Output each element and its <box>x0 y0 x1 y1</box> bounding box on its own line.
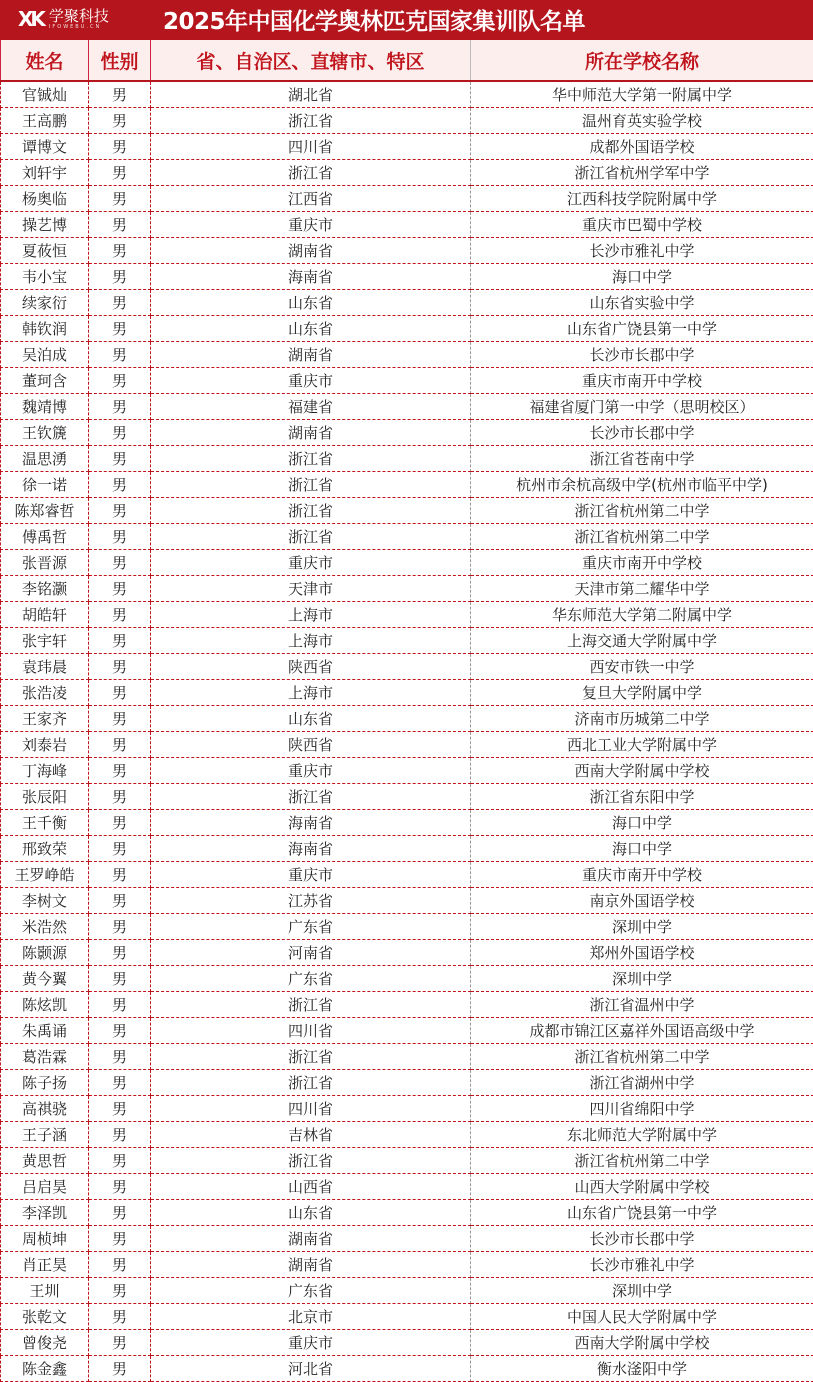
logo-sub: IFOWEBU.CN <box>49 25 109 30</box>
cell-province: 天津市 <box>151 576 471 602</box>
cell-gender: 男 <box>89 108 151 134</box>
cell-name: 陈子扬 <box>1 1070 89 1096</box>
cell-school: 南京外国语学校 <box>471 888 813 914</box>
cell-school: 温州育英实验学校 <box>471 108 813 134</box>
cell-gender: 男 <box>89 576 151 602</box>
roster-table <box>0 38 813 1382</box>
cell-school: 浙江省杭州第二中学 <box>471 498 813 524</box>
table-row <box>1 264 813 290</box>
cell-province: 河南省 <box>151 940 471 966</box>
cell-gender: 男 <box>89 1070 151 1096</box>
cell-province: 山东省 <box>151 290 471 316</box>
header-gender: 性别 <box>89 39 151 81</box>
logo-mark-icon: XK <box>18 7 43 31</box>
table-row <box>1 1304 813 1330</box>
cell-gender: 男 <box>89 628 151 654</box>
cell-school: 华东师范大学第二附属中学 <box>471 602 813 628</box>
cell-gender: 男 <box>89 602 151 628</box>
table-row <box>1 238 813 264</box>
cell-school: 东北师范大学附属中学 <box>471 1122 813 1148</box>
table-row <box>1 836 813 862</box>
cell-name: 操艺博 <box>1 212 89 238</box>
table-row <box>1 1252 813 1278</box>
cell-school: 西南大学附属中学校 <box>471 1330 813 1356</box>
cell-gender: 男 <box>89 1174 151 1200</box>
table-row <box>1 394 813 420</box>
cell-school: 深圳中学 <box>471 966 813 992</box>
table-row <box>1 1330 813 1356</box>
cell-province: 海南省 <box>151 264 471 290</box>
cell-school: 浙江省杭州第二中学 <box>471 1044 813 1070</box>
cell-province: 山东省 <box>151 1200 471 1226</box>
cell-province: 陕西省 <box>151 654 471 680</box>
table-row <box>1 1356 813 1382</box>
header-province: 省、自治区、直辖市、特区 <box>151 39 471 81</box>
cell-province: 浙江省 <box>151 524 471 550</box>
cell-name: 魏靖博 <box>1 394 89 420</box>
table-row <box>1 1122 813 1148</box>
cell-school: 山东省广饶县第一中学 <box>471 1200 813 1226</box>
cell-province: 浙江省 <box>151 498 471 524</box>
cell-gender: 男 <box>89 446 151 472</box>
cell-name: 刘泰岩 <box>1 732 89 758</box>
cell-province: 上海市 <box>151 628 471 654</box>
cell-province: 河北省 <box>151 1356 471 1382</box>
cell-province: 浙江省 <box>151 784 471 810</box>
cell-province: 上海市 <box>151 680 471 706</box>
cell-province: 浙江省 <box>151 160 471 186</box>
cell-gender: 男 <box>89 1330 151 1356</box>
cell-school: 郑州外国语学校 <box>471 940 813 966</box>
table-row <box>1 186 813 212</box>
cell-name: 李铭灏 <box>1 576 89 602</box>
cell-province: 上海市 <box>151 602 471 628</box>
cell-gender: 男 <box>89 914 151 940</box>
cell-school: 海口中学 <box>471 836 813 862</box>
cell-school: 重庆市南开中学校 <box>471 368 813 394</box>
cell-province: 重庆市 <box>151 550 471 576</box>
cell-gender: 男 <box>89 186 151 212</box>
cell-gender: 男 <box>89 940 151 966</box>
cell-name: 黄今翼 <box>1 966 89 992</box>
cell-name: 陈郑睿哲 <box>1 498 89 524</box>
cell-province: 山西省 <box>151 1174 471 1200</box>
cell-province: 北京市 <box>151 1304 471 1330</box>
cell-province: 重庆市 <box>151 212 471 238</box>
table-row <box>1 628 813 654</box>
cell-gender: 男 <box>89 836 151 862</box>
table-row <box>1 758 813 784</box>
cell-school: 长沙市雅礼中学 <box>471 1252 813 1278</box>
table-row <box>1 446 813 472</box>
cell-name: 夏莜恒 <box>1 238 89 264</box>
table-row <box>1 914 813 940</box>
cell-province: 湖南省 <box>151 238 471 264</box>
cell-name: 朱禹诵 <box>1 1018 89 1044</box>
cell-province: 湖南省 <box>151 420 471 446</box>
cell-gender: 男 <box>89 862 151 888</box>
cell-gender: 男 <box>89 472 151 498</box>
cell-gender: 男 <box>89 992 151 1018</box>
cell-school: 浙江省杭州学军中学 <box>471 160 813 186</box>
cell-gender: 男 <box>89 1018 151 1044</box>
table-row <box>1 524 813 550</box>
cell-gender: 男 <box>89 160 151 186</box>
cell-gender: 男 <box>89 316 151 342</box>
cell-gender: 男 <box>89 212 151 238</box>
cell-gender: 男 <box>89 758 151 784</box>
cell-name: 米浩然 <box>1 914 89 940</box>
cell-name: 谭博文 <box>1 134 89 160</box>
cell-name: 邢致荣 <box>1 836 89 862</box>
logo <box>18 7 158 31</box>
cell-gender: 男 <box>89 784 151 810</box>
cell-name: 王罗峥皓 <box>1 862 89 888</box>
table-row <box>1 966 813 992</box>
cell-name: 陈金鑫 <box>1 1356 89 1382</box>
cell-gender: 男 <box>89 1148 151 1174</box>
cell-school: 成都市锦江区嘉祥外国语高级中学 <box>471 1018 813 1044</box>
cell-gender: 男 <box>89 1096 151 1122</box>
table-row <box>1 1226 813 1252</box>
cell-name: 韦小宝 <box>1 264 89 290</box>
cell-gender: 男 <box>89 550 151 576</box>
cell-province: 浙江省 <box>151 1148 471 1174</box>
cell-gender: 男 <box>89 654 151 680</box>
cell-gender: 男 <box>89 1122 151 1148</box>
table-row <box>1 1044 813 1070</box>
table-row <box>1 472 813 498</box>
page-title: 2025年中国化学奥林匹克国家集训队名单 <box>163 3 585 36</box>
cell-school: 山西大学附属中学校 <box>471 1174 813 1200</box>
table-row <box>1 290 813 316</box>
logo-name: 学聚科技 <box>49 9 109 24</box>
cell-province: 山东省 <box>151 706 471 732</box>
table-row <box>1 1148 813 1174</box>
cell-school: 深圳中学 <box>471 914 813 940</box>
table-row <box>1 888 813 914</box>
cell-gender: 男 <box>89 706 151 732</box>
table-row <box>1 1018 813 1044</box>
cell-province: 湖北省 <box>151 81 471 108</box>
cell-name: 张宇轩 <box>1 628 89 654</box>
cell-gender: 男 <box>89 290 151 316</box>
table-row <box>1 212 813 238</box>
cell-name: 张晋源 <box>1 550 89 576</box>
cell-school: 浙江省湖州中学 <box>471 1070 813 1096</box>
cell-name: 王钦篪 <box>1 420 89 446</box>
cell-gender: 男 <box>89 420 151 446</box>
cell-name: 丁海峰 <box>1 758 89 784</box>
cell-gender: 男 <box>89 1200 151 1226</box>
header-school: 所在学校名称 <box>471 39 813 81</box>
cell-gender: 男 <box>89 134 151 160</box>
table-row <box>1 706 813 732</box>
cell-school: 重庆市南开中学校 <box>471 862 813 888</box>
cell-school: 福建省厦门第一中学（思明校区） <box>471 394 813 420</box>
cell-name: 胡皓轩 <box>1 602 89 628</box>
cell-name: 张乾文 <box>1 1304 89 1330</box>
cell-province: 重庆市 <box>151 1330 471 1356</box>
cell-school: 重庆市南开中学校 <box>471 550 813 576</box>
table-row <box>1 134 813 160</box>
cell-school: 华中师范大学第一附属中学 <box>471 81 813 108</box>
cell-name: 张浩凌 <box>1 680 89 706</box>
cell-name: 吴泊成 <box>1 342 89 368</box>
cell-gender: 男 <box>89 342 151 368</box>
cell-gender: 男 <box>89 264 151 290</box>
table-row <box>1 992 813 1018</box>
cell-school: 浙江省东阳中学 <box>471 784 813 810</box>
cell-province: 江苏省 <box>151 888 471 914</box>
cell-school: 浙江省杭州第二中学 <box>471 1148 813 1174</box>
cell-name: 官铖灿 <box>1 81 89 108</box>
cell-name: 高祺骁 <box>1 1096 89 1122</box>
cell-province: 吉林省 <box>151 1122 471 1148</box>
cell-province: 海南省 <box>151 836 471 862</box>
cell-gender: 男 <box>89 1278 151 1304</box>
table-row <box>1 1278 813 1304</box>
cell-school: 浙江省杭州第二中学 <box>471 524 813 550</box>
cell-school: 西北工业大学附属中学 <box>471 732 813 758</box>
cell-school: 浙江省苍南中学 <box>471 446 813 472</box>
cell-name: 王家齐 <box>1 706 89 732</box>
cell-gender: 男 <box>89 888 151 914</box>
cell-school: 复旦大学附属中学 <box>471 680 813 706</box>
table-row <box>1 108 813 134</box>
cell-name: 李树文 <box>1 888 89 914</box>
cell-school: 山东省广饶县第一中学 <box>471 316 813 342</box>
cell-gender: 男 <box>89 680 151 706</box>
cell-province: 浙江省 <box>151 1070 471 1096</box>
cell-gender: 男 <box>89 238 151 264</box>
header-name: 姓名 <box>1 39 89 81</box>
table-row <box>1 1200 813 1226</box>
table-row <box>1 1174 813 1200</box>
cell-gender: 男 <box>89 810 151 836</box>
table-row <box>1 81 813 108</box>
cell-gender: 男 <box>89 732 151 758</box>
cell-school: 西安市铁一中学 <box>471 654 813 680</box>
table-row <box>1 784 813 810</box>
cell-gender: 男 <box>89 1044 151 1070</box>
cell-name: 王圳 <box>1 1278 89 1304</box>
cell-name: 徐一诺 <box>1 472 89 498</box>
cell-province: 重庆市 <box>151 758 471 784</box>
cell-school: 重庆市巴蜀中学校 <box>471 212 813 238</box>
cell-gender: 男 <box>89 1252 151 1278</box>
cell-province: 湖南省 <box>151 342 471 368</box>
cell-name: 刘轩宇 <box>1 160 89 186</box>
cell-province: 浙江省 <box>151 472 471 498</box>
cell-name: 周桢坤 <box>1 1226 89 1252</box>
cell-gender: 男 <box>89 1356 151 1382</box>
cell-province: 浙江省 <box>151 446 471 472</box>
cell-gender: 男 <box>89 498 151 524</box>
cell-name: 傅禹哲 <box>1 524 89 550</box>
cell-province: 广东省 <box>151 914 471 940</box>
cell-name: 续家衍 <box>1 290 89 316</box>
cell-province: 四川省 <box>151 1096 471 1122</box>
cell-province: 浙江省 <box>151 108 471 134</box>
cell-gender: 男 <box>89 1304 151 1330</box>
cell-name: 王千衡 <box>1 810 89 836</box>
cell-province: 广东省 <box>151 1278 471 1304</box>
cell-name: 李泽凯 <box>1 1200 89 1226</box>
cell-school: 海口中学 <box>471 810 813 836</box>
cell-gender: 男 <box>89 524 151 550</box>
table-row <box>1 1070 813 1096</box>
table-row <box>1 316 813 342</box>
cell-gender: 男 <box>89 966 151 992</box>
cell-school: 长沙市长郡中学 <box>471 420 813 446</box>
cell-school: 长沙市雅礼中学 <box>471 238 813 264</box>
cell-province: 广东省 <box>151 966 471 992</box>
cell-school: 山东省实验中学 <box>471 290 813 316</box>
table-row <box>1 680 813 706</box>
cell-name: 董珂含 <box>1 368 89 394</box>
cell-province: 重庆市 <box>151 368 471 394</box>
cell-school: 四川省绵阳中学 <box>471 1096 813 1122</box>
cell-school: 上海交通大学附属中学 <box>471 628 813 654</box>
table-row <box>1 602 813 628</box>
cell-province: 湖南省 <box>151 1252 471 1278</box>
table-row <box>1 498 813 524</box>
table-row <box>1 160 813 186</box>
table-row <box>1 420 813 446</box>
cell-school: 天津市第二耀华中学 <box>471 576 813 602</box>
cell-province: 浙江省 <box>151 1044 471 1070</box>
table-row <box>1 732 813 758</box>
cell-name: 温思湧 <box>1 446 89 472</box>
table-row <box>1 810 813 836</box>
cell-school: 成都外国语学校 <box>471 134 813 160</box>
cell-name: 王子涵 <box>1 1122 89 1148</box>
table-row <box>1 342 813 368</box>
title-bar <box>0 0 813 38</box>
cell-province: 江西省 <box>151 186 471 212</box>
cell-province: 山东省 <box>151 316 471 342</box>
cell-province: 重庆市 <box>151 862 471 888</box>
cell-school: 江西科技学院附属中学 <box>471 186 813 212</box>
cell-province: 四川省 <box>151 1018 471 1044</box>
cell-name: 张辰阳 <box>1 784 89 810</box>
cell-province: 海南省 <box>151 810 471 836</box>
cell-school: 长沙市长郡中学 <box>471 1226 813 1252</box>
cell-name: 黄思哲 <box>1 1148 89 1174</box>
cell-school: 海口中学 <box>471 264 813 290</box>
table-row <box>1 576 813 602</box>
cell-name: 吕启昊 <box>1 1174 89 1200</box>
table-row <box>1 368 813 394</box>
cell-name: 肖正昊 <box>1 1252 89 1278</box>
cell-province: 四川省 <box>151 134 471 160</box>
cell-gender: 男 <box>89 1226 151 1252</box>
cell-name: 韩钦润 <box>1 316 89 342</box>
cell-school: 西南大学附属中学校 <box>471 758 813 784</box>
cell-school: 济南市历城第二中学 <box>471 706 813 732</box>
cell-name: 曾俊尧 <box>1 1330 89 1356</box>
cell-school: 中国人民大学附属中学 <box>471 1304 813 1330</box>
cell-school: 衡水滏阳中学 <box>471 1356 813 1382</box>
cell-name: 葛浩霖 <box>1 1044 89 1070</box>
table-row <box>1 654 813 680</box>
cell-province: 湖南省 <box>151 1226 471 1252</box>
table-row <box>1 940 813 966</box>
table-row <box>1 1096 813 1122</box>
cell-name: 陈炫凯 <box>1 992 89 1018</box>
table-row <box>1 862 813 888</box>
header-row <box>1 39 813 81</box>
cell-province: 浙江省 <box>151 992 471 1018</box>
cell-gender: 男 <box>89 81 151 108</box>
cell-name: 杨奥临 <box>1 186 89 212</box>
cell-school: 杭州市余杭高级中学(杭州市临平中学) <box>471 472 813 498</box>
cell-gender: 男 <box>89 394 151 420</box>
cell-name: 袁玮晨 <box>1 654 89 680</box>
cell-name: 王高鹏 <box>1 108 89 134</box>
cell-school: 长沙市长郡中学 <box>471 342 813 368</box>
cell-school: 深圳中学 <box>471 1278 813 1304</box>
cell-gender: 男 <box>89 368 151 394</box>
cell-province: 陕西省 <box>151 732 471 758</box>
cell-name: 陈颢源 <box>1 940 89 966</box>
cell-province: 福建省 <box>151 394 471 420</box>
table-row <box>1 550 813 576</box>
cell-school: 浙江省温州中学 <box>471 992 813 1018</box>
